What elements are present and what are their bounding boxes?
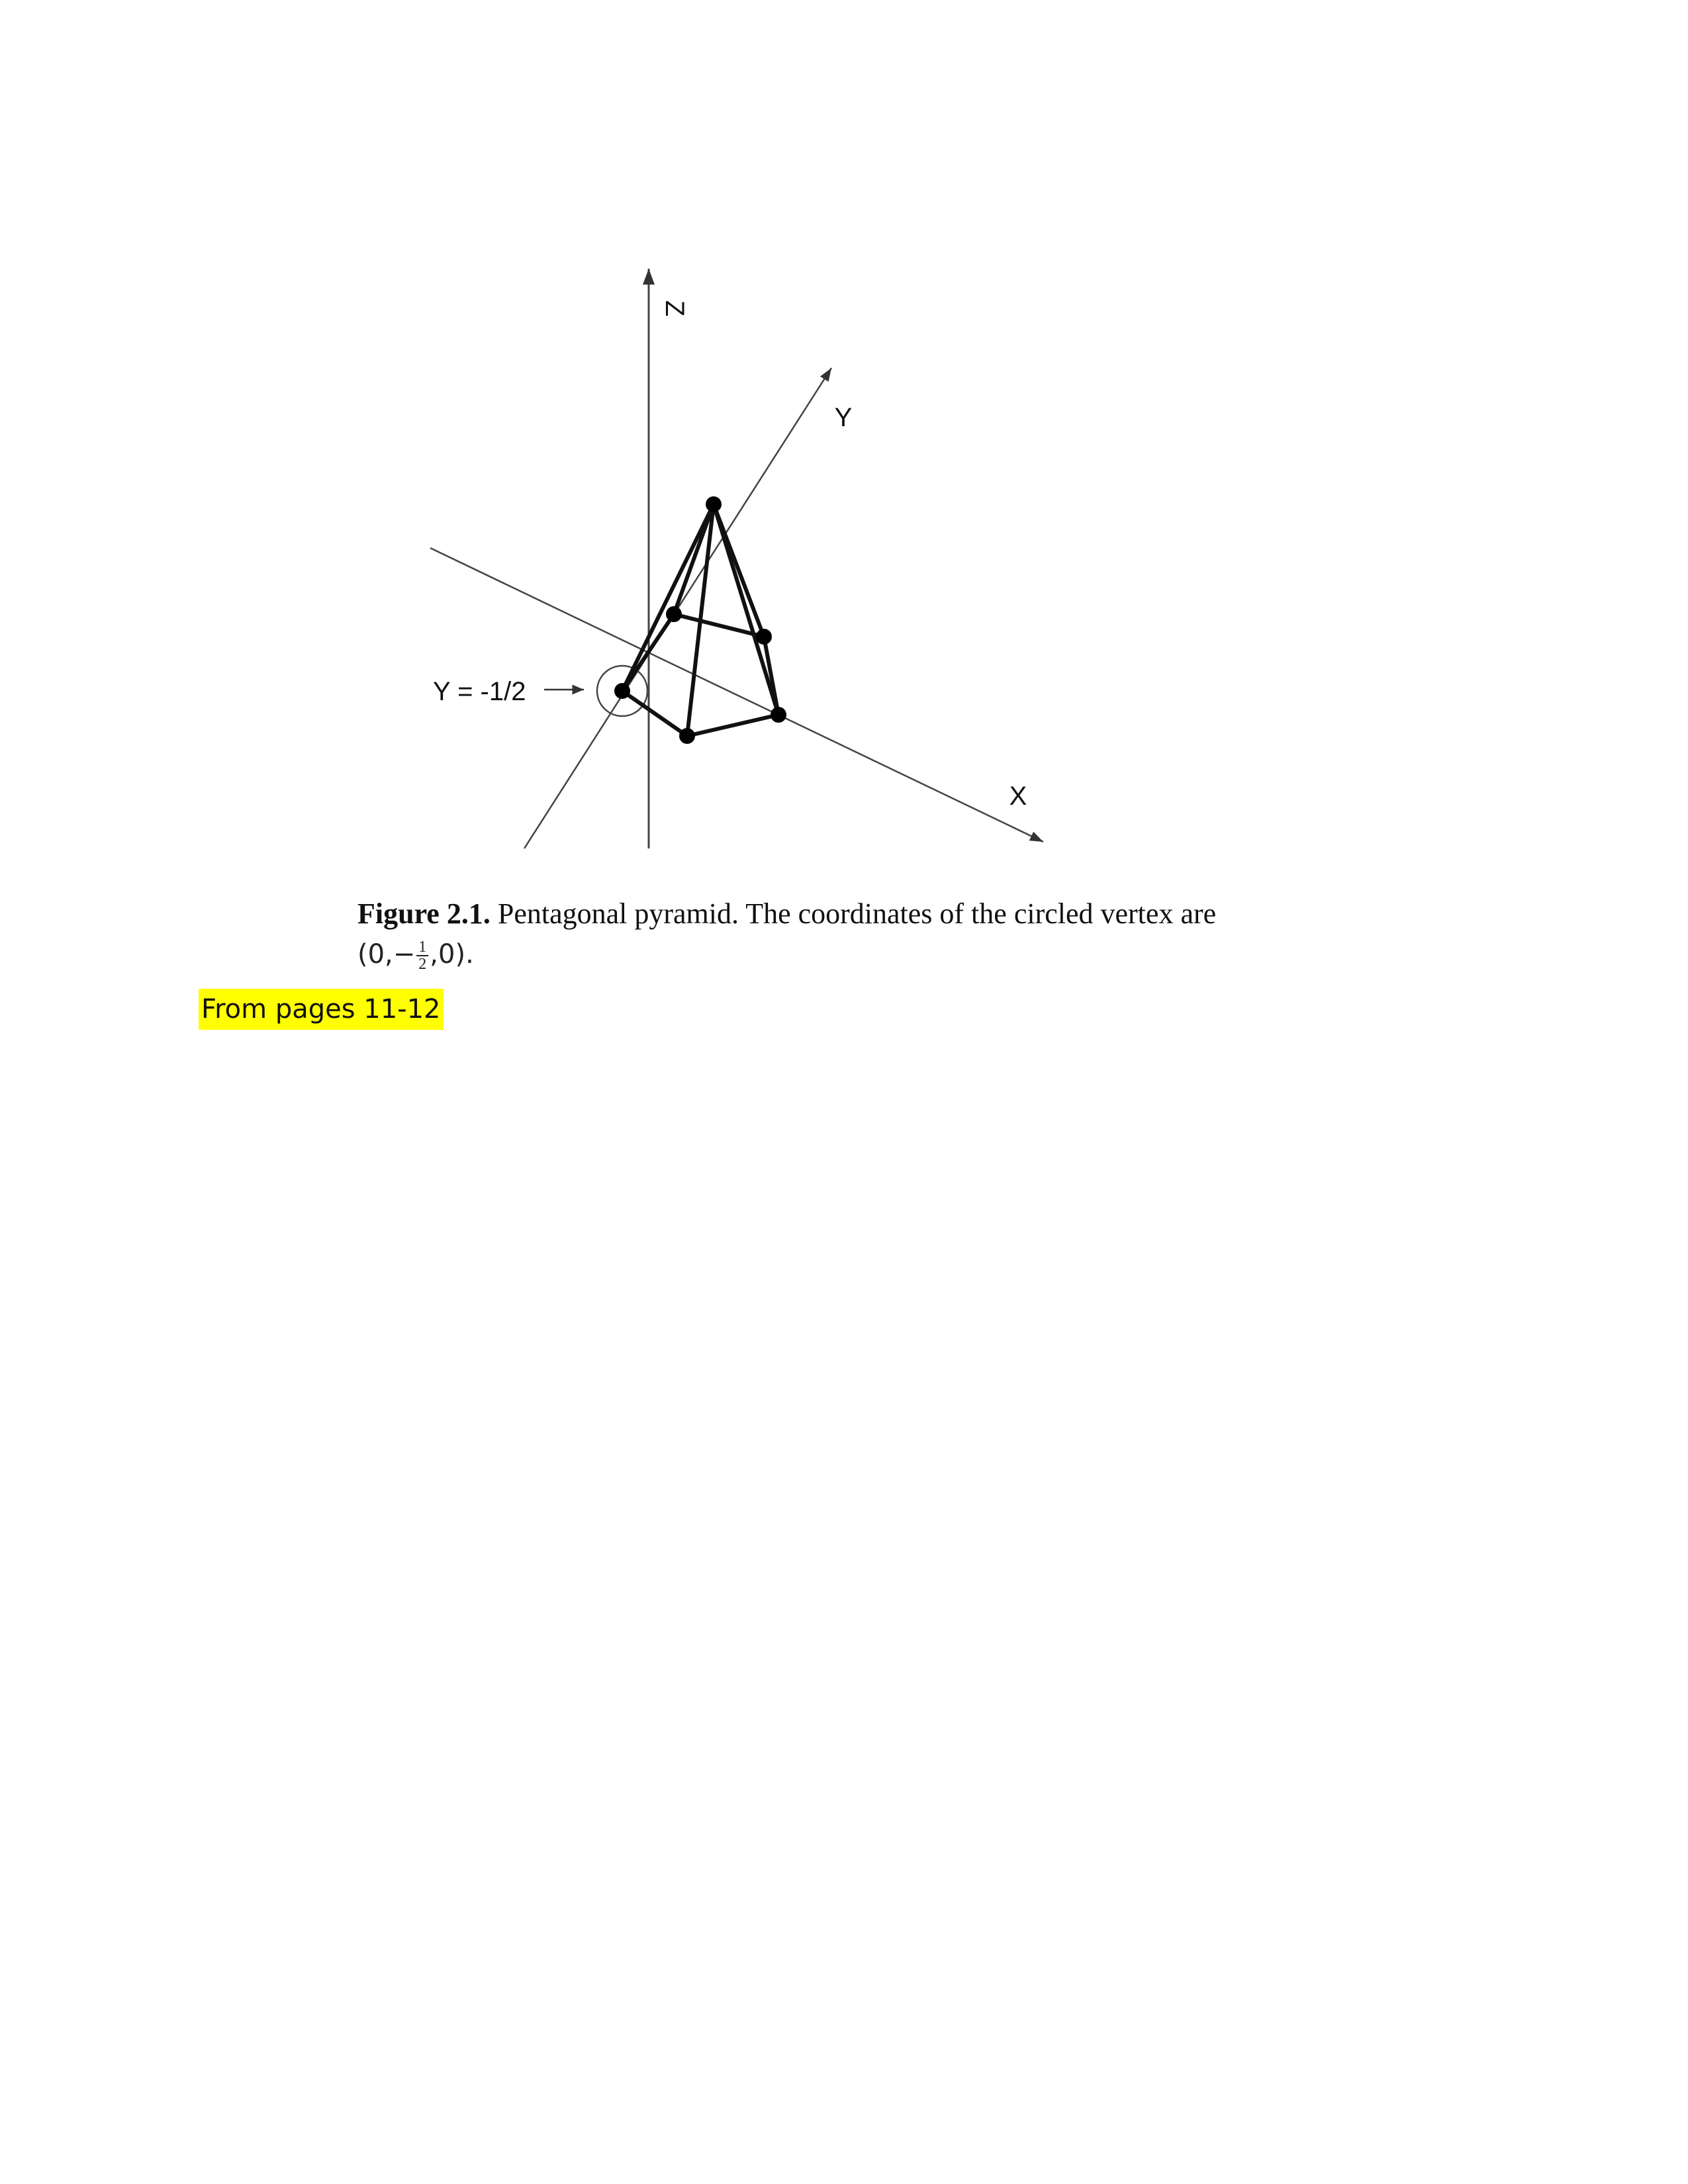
source-note-highlight: From pages 11-12 [199,989,444,1030]
vertex-circled [614,683,630,699]
fraction-denominator: 2 [418,956,427,973]
edge-apex-left [622,504,714,691]
caption-coordinates [357,936,1450,973]
vertex-apex [706,496,722,512]
coords-suffix: ,0). [430,939,474,970]
coords-prefix: (0,− [357,939,416,970]
fraction-numerator: 1 [416,939,428,956]
fraction-one-half [416,939,428,972]
edge-apex-right [714,504,778,715]
figure-number: Figure 2.1. [357,897,491,930]
vertex-back-right [756,629,772,645]
y-value-annotation: Y = -1/2 [433,677,526,706]
pentagonal-pyramid-figure [0,0,1688,893]
z-axis-label: Z [660,300,689,317]
vertex-back-left [666,606,682,622]
vertex-right [771,707,786,723]
x-axis-label: X [1009,782,1027,811]
y-axis-label: Y [834,403,853,432]
caption-text: Pentagonal pyramid. The coordinates of the circled vertex are [490,897,1217,930]
edge-base-right-front [687,715,778,736]
figure-caption [357,892,1450,973]
vertex-front [679,728,695,744]
